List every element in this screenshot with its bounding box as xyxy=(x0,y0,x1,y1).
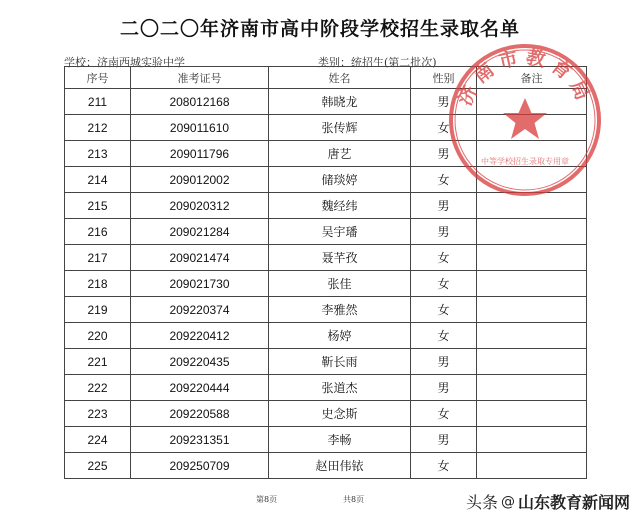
cell-gender: 女 xyxy=(411,323,477,349)
cell-gender: 男 xyxy=(411,89,477,115)
cell-gender: 男 xyxy=(411,427,477,453)
col-header-gender: 性别 xyxy=(411,67,477,89)
cell-remarks xyxy=(477,401,587,427)
cell-index: 212 xyxy=(65,115,131,141)
cell-exam-id: 209020312 xyxy=(131,193,269,219)
cell-name: 吴宇璠 xyxy=(269,219,411,245)
cell-gender: 女 xyxy=(411,297,477,323)
cell-remarks xyxy=(477,219,587,245)
cell-index: 214 xyxy=(65,167,131,193)
table-row xyxy=(65,427,587,453)
table-row xyxy=(65,323,587,349)
school-label: 学校：济南西城实验中学 xyxy=(64,56,185,69)
watermark-prefix: 头条 xyxy=(465,493,498,512)
cell-remarks xyxy=(477,323,587,349)
cell-name: 史念斯 xyxy=(269,401,411,427)
cell-gender: 女 xyxy=(411,115,477,141)
col-header-remarks: 备注 xyxy=(477,67,587,89)
cell-index: 218 xyxy=(65,271,131,297)
cell-remarks xyxy=(477,375,587,401)
cell-name: 唐艺 xyxy=(269,141,411,167)
cell-gender: 男 xyxy=(411,219,477,245)
cell-exam-id: 209250709 xyxy=(131,453,269,479)
cell-gender: 男 xyxy=(411,375,477,401)
cell-exam-id: 209220374 xyxy=(131,297,269,323)
cell-name: 张佳 xyxy=(269,271,411,297)
source-watermark xyxy=(466,490,630,513)
table-row xyxy=(65,401,587,427)
category-label: 类别：统招生(第二批次) xyxy=(318,56,437,69)
cell-gender: 男 xyxy=(411,193,477,219)
cell-index: 211 xyxy=(65,89,131,115)
cell-exam-id: 209220435 xyxy=(131,349,269,375)
seal-text: 济南市教育局 xyxy=(453,46,597,110)
cell-name: 靳长雨 xyxy=(269,349,411,375)
col-header-name: 姓名 xyxy=(269,67,411,89)
cell-exam-id: 209231351 xyxy=(131,427,269,453)
official-seal xyxy=(445,40,605,200)
cell-gender: 男 xyxy=(411,349,477,375)
cell-index: 223 xyxy=(65,401,131,427)
table-row xyxy=(65,271,587,297)
cell-index: 213 xyxy=(65,141,131,167)
cell-exam-id: 209021474 xyxy=(131,245,269,271)
cell-index: 215 xyxy=(65,193,131,219)
cell-name: 张道杰 xyxy=(269,375,411,401)
cell-exam-id: 208012168 xyxy=(131,89,269,115)
cell-exam-id: 209011796 xyxy=(131,141,269,167)
cell-name: 杨婷 xyxy=(269,323,411,349)
cell-exam-id: 209021730 xyxy=(131,271,269,297)
cell-index: 222 xyxy=(65,375,131,401)
cell-remarks xyxy=(477,453,587,479)
cell-remarks xyxy=(477,271,587,297)
seal-inner-text: 中等学校招生录取专用章 xyxy=(481,157,569,166)
cell-exam-id: 209220444 xyxy=(131,375,269,401)
cell-gender: 男 xyxy=(411,141,477,167)
cell-gender: 女 xyxy=(411,167,477,193)
cell-index: 224 xyxy=(65,427,131,453)
cell-name: 赵田伟铱 xyxy=(269,453,411,479)
table-row xyxy=(65,219,587,245)
cell-name: 韩晓龙 xyxy=(269,89,411,115)
cell-exam-id: 209021284 xyxy=(131,219,269,245)
cell-remarks xyxy=(477,245,587,271)
cell-index: 217 xyxy=(65,245,131,271)
cell-gender: 女 xyxy=(411,271,477,297)
cell-name: 魏经纬 xyxy=(269,193,411,219)
cell-index: 221 xyxy=(65,349,131,375)
table-row xyxy=(65,297,587,323)
cell-exam-id: 209012002 xyxy=(131,167,269,193)
cell-gender: 女 xyxy=(411,401,477,427)
watermark-separator: @ xyxy=(500,493,515,510)
col-header-exam-id: 准考证号 xyxy=(131,67,269,89)
cell-exam-id: 209011610 xyxy=(131,115,269,141)
cell-gender: 女 xyxy=(411,453,477,479)
cell-index: 220 xyxy=(65,323,131,349)
col-header-index: 序号 xyxy=(65,67,131,89)
seal-star-icon xyxy=(503,98,547,139)
table-row xyxy=(65,375,587,401)
cell-index: 216 xyxy=(65,219,131,245)
cell-name: 张传辉 xyxy=(269,115,411,141)
cell-remarks xyxy=(477,427,587,453)
table-row xyxy=(65,245,587,271)
cell-name: 储琰婷 xyxy=(269,167,411,193)
cell-name: 李雅然 xyxy=(269,297,411,323)
page-number: 第8页 xyxy=(256,495,278,504)
cell-exam-id: 209220412 xyxy=(131,323,269,349)
cell-remarks xyxy=(477,349,587,375)
watermark-brand: 山东教育新闻网 xyxy=(517,493,630,512)
cell-exam-id: 209220588 xyxy=(131,401,269,427)
cell-index: 219 xyxy=(65,297,131,323)
cell-name: 聂芊孜 xyxy=(269,245,411,271)
cell-gender: 女 xyxy=(411,245,477,271)
cell-name: 李畅 xyxy=(269,427,411,453)
page-total: 共8页 xyxy=(343,495,365,504)
table-row xyxy=(65,349,587,375)
cell-index: 225 xyxy=(65,453,131,479)
table-row xyxy=(65,453,587,479)
page-title: 二〇二〇年济南市高中阶段学校招生录取名单 xyxy=(119,18,520,40)
cell-remarks xyxy=(477,297,587,323)
